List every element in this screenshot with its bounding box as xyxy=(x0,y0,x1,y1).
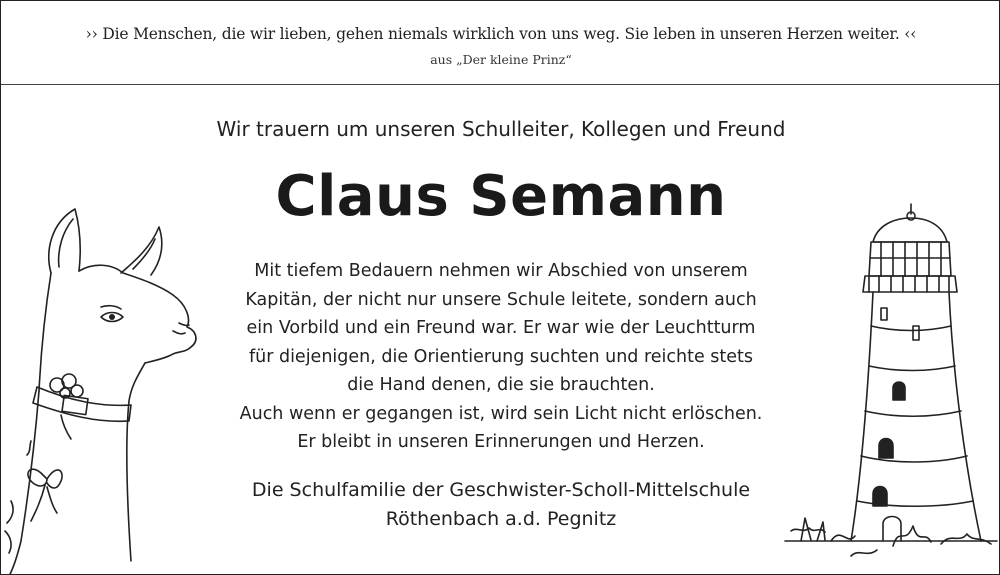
message-line: ein Vorbild und ein Freund war. Er war wie der Leuchtturm xyxy=(246,318,756,338)
message-line: Er bleibt in unseren Erinnerungen und Herzen. xyxy=(297,432,705,452)
divider xyxy=(1,84,1000,85)
message-line: Mit tiefem Bedauern nehmen wir Abschied von unserem xyxy=(254,261,748,281)
message-line: die Hand denen, die sie brauchten. xyxy=(347,375,655,395)
message-line: für diejenigen, die Orientierung suchten und reichte stets xyxy=(248,346,754,367)
signature-line: Die Schulfamilie der Geschwister-Scholl-Mittelschule xyxy=(251,479,751,501)
message-line: Kapitän, der nicht nur unsere Schule leitete, sondern auch xyxy=(245,289,757,310)
intro-line: Wir trauern um unseren Schulleiter, Kollegen und Freund xyxy=(216,117,786,141)
deceased-name: Claus Semann xyxy=(275,164,727,229)
lighthouse-drawing xyxy=(781,196,1000,575)
message-line: Auch wenn er gegangen ist, wird sein Licht nicht erlöschen. xyxy=(239,403,763,424)
signature-line: Röthenbach a.d. Pegnitz xyxy=(385,508,617,530)
quote-source: aus „Der kleine Prinz“ xyxy=(430,52,572,67)
llama-drawing xyxy=(1,201,216,575)
quote-text: ›› Die Menschen, die wir lieben, gehen niemals wirklich von uns weg. Sie leben in unseren Herzen weiter. ‹‹ xyxy=(85,25,917,43)
message-text xyxy=(201,257,801,457)
